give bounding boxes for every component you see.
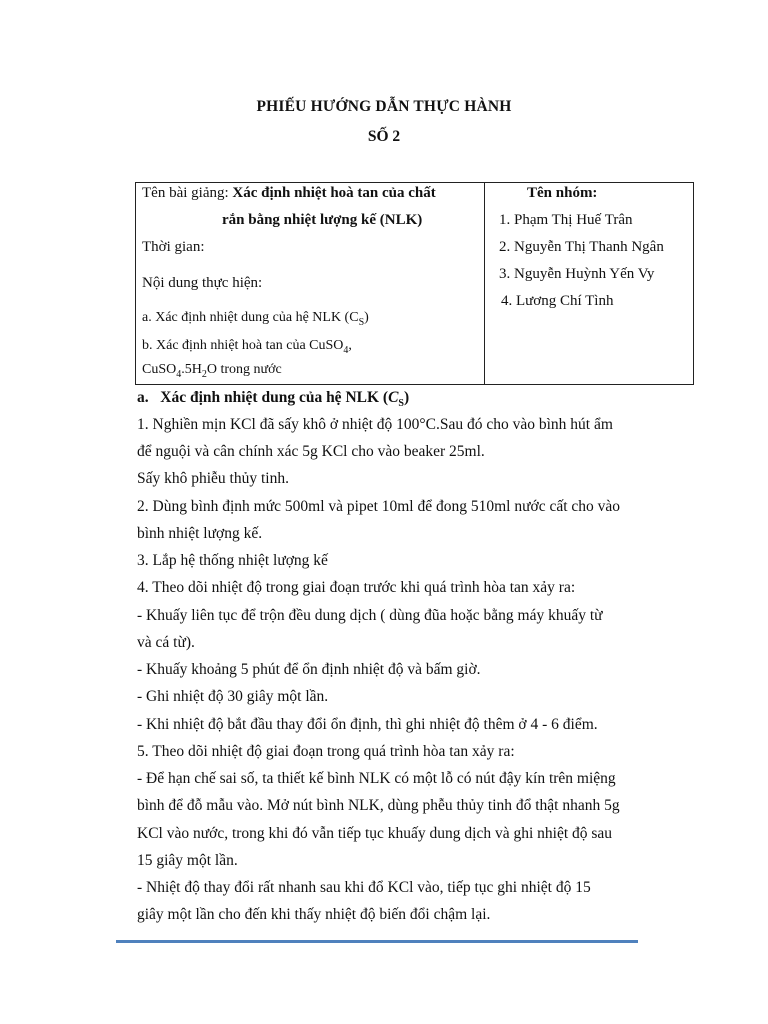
section-heading-sub: S [398, 398, 404, 410]
item-b2-b: .5H [181, 362, 202, 377]
lesson-cell [136, 183, 485, 384]
item-a-text: a. Xác định nhiệt dung của hệ NLK (C [142, 310, 359, 325]
item-b2-sub2: 2 [201, 368, 207, 380]
body-line: bình nhiệt lượng kế. [137, 525, 263, 542]
body-line: bình để đỗ mẫu vào. Mở nút bình NLK, dùng phễu thủy tinh đổ thật nhanh 5g [137, 797, 620, 814]
body-line: KCl vào nước, trong khi đó vẫn tiếp tục khuấy dung dịch và ghi nhiệt độ sau [137, 825, 613, 842]
lesson-line-1 [142, 185, 436, 202]
body-line: và cá từ). [137, 634, 195, 651]
section-heading-prefix: a. [137, 389, 161, 406]
lesson-title-2: rắn bằng nhiệt lượng kế (NLK) [222, 212, 423, 228]
group-cell [485, 183, 693, 384]
section-heading-end: ) [403, 389, 410, 406]
content-label: Nội dung thực hiện: [142, 275, 263, 291]
item-b2-a: CuSO [142, 362, 177, 377]
section-heading-text: Xác định nhiệt dung của hệ NLK ( [160, 389, 389, 406]
body-line: 15 giây một lần. [137, 852, 238, 869]
body-line: 3. Lắp hệ thống nhiệt lượng kế [137, 552, 328, 569]
item-b-text: b. Xác định nhiệt hoà tan của CuSO [142, 338, 344, 353]
body-line: giây một lần cho đến khi thấy nhiệt độ biến đổi chậm lại. [137, 906, 491, 923]
footer-rule [116, 940, 638, 943]
item-b-sub: 4 [343, 344, 349, 356]
section-heading [137, 389, 409, 409]
group-member: 2. Nguyễn Thị Thanh Ngân [499, 239, 664, 255]
body-line: - Ghi nhiệt độ 30 giây một lần. [137, 688, 329, 705]
body-line: Sấy khô phiễu thủy tinh. [137, 470, 289, 487]
body-line: - Để hạn chế sai số, ta thiết kế bình NLK có một lỗ có nút đậy kín trên miệng [137, 770, 616, 787]
info-table [135, 182, 694, 385]
section-heading-c: C [388, 389, 399, 406]
body-line: - Khuấy liên tục để trộn đều dung dịch ( dùng đũa hoặc bằng máy khuấy từ [137, 607, 603, 624]
body-line: 5. Theo dõi nhiệt độ giai đoạn trong quá trình hòa tan xảy ra: [137, 743, 515, 760]
time-label: Thời gian: [142, 239, 205, 255]
document-title: PHIẾU HƯỚNG DẪN THỰC HÀNH [256, 98, 512, 115]
item-a-sub: S [358, 316, 365, 328]
lesson-label: Tên bài giảng: [142, 185, 229, 201]
item-a-end: ) [364, 310, 369, 325]
body-line: - Khuấy khoảng 5 phút để ổn định nhiệt độ và bấm giờ. [137, 661, 481, 678]
item-b-end: , [348, 338, 352, 353]
body-line: 2. Dùng bình định mức 500ml và pipet 10ml để đong 510ml nước cất cho vào [137, 498, 621, 515]
body-line: để nguội và cân chính xác 5g KCl cho vào beaker 25ml. [137, 443, 485, 460]
body-line: 1. Nghiền mịn KCl đã sấy khô ở nhiệt độ 100°C.Sau đó cho vào bình hút ẩm [137, 416, 613, 433]
document-subtitle: SỐ 2 [367, 128, 401, 145]
item-b2-sub1: 4 [176, 368, 182, 380]
group-member: 1. Phạm Thị Huế Trân [499, 212, 633, 228]
content-item-b-2 [142, 362, 282, 380]
body-line: - Nhiệt độ thay đổi rất nhanh sau khi đổ KCl vào, tiếp tục ghi nhiệt độ 15 [137, 879, 591, 896]
content-item-b-1 [142, 338, 352, 356]
item-b2-c: O trong nước [206, 362, 282, 377]
group-member: 3. Nguyễn Huỳnh Yến Vy [499, 266, 655, 282]
content-item-a [142, 310, 369, 328]
group-label: Tên nhóm: [527, 185, 598, 201]
body-line: 4. Theo dõi nhiệt độ trong giai đoạn trước khi quá trình hòa tan xảy ra: [137, 579, 576, 596]
group-member: 4. Lương Chí Tình [501, 293, 614, 309]
lesson-title-1: Xác định nhiệt hoà tan của chất [232, 185, 436, 201]
body-line: - Khi nhiệt độ bắt đầu thay đổi ổn định, thì ghi nhiệt độ thêm ở 4 - 6 điểm. [137, 716, 598, 733]
